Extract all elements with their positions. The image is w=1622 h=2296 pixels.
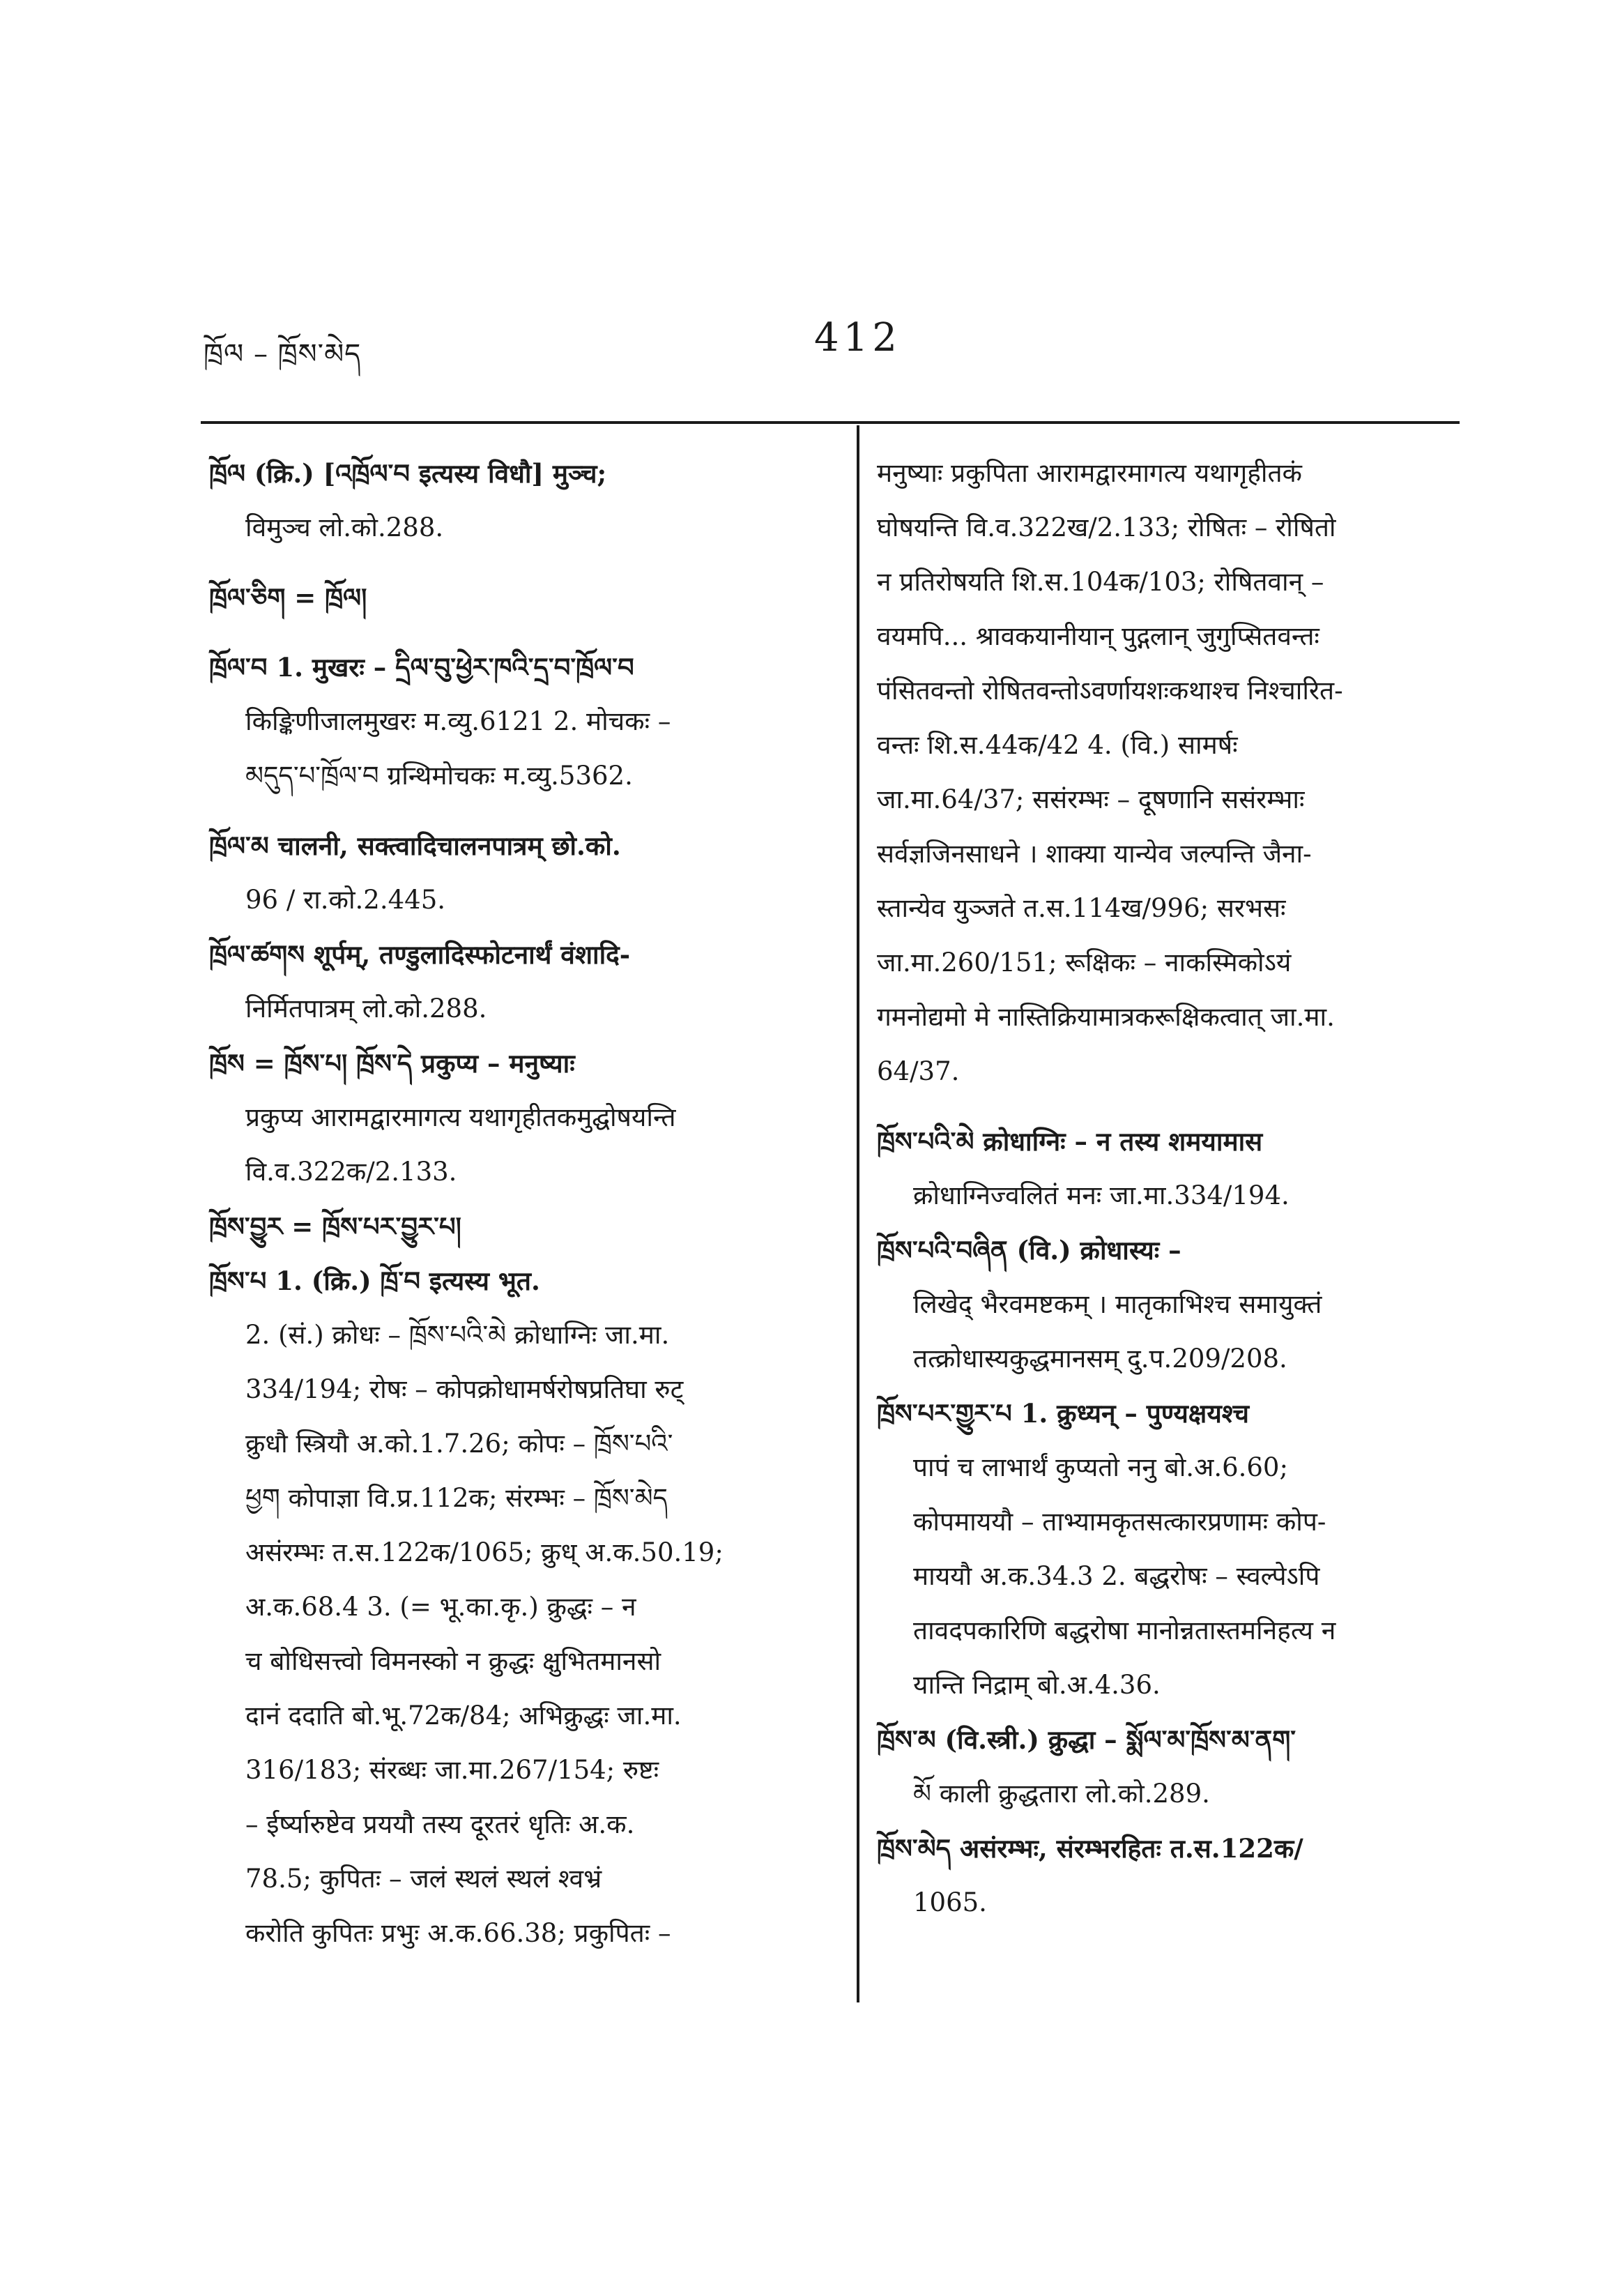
entry-line: ཁྲོས་བྱུར = ཁྲོས་པར་བྱུར་པ། [209,1211,461,1242]
entry-line: ཁྲོལ (क्रि.) [འཁྲོལ་བ इत्यस्य विधौ] मुञ्च; [209,458,607,489]
entry-line: ཁྲོས་མེད असंरम्भः, संरम्भरहितः त.स.122क/ [877,1833,1303,1864]
page-number: 412 [814,315,901,360]
entry-line: ཁྲོས་པར་གྱུར་པ 1. क्रुध्यन् – पुण्यक्षयश्च [877,1398,1250,1429]
left-column [209,446,836,1961]
entry-line: वयमपि... श्रावकयानीयान् पुद्गलान् जुगुप्सितवन्तः [877,621,1319,651]
entry-line: ཁྲོལ་བ 1. मुखरः – དྲིལ་བུ་ཕྱེར་ཁའི་དྲ་བ་ཁྲོལ་བ [209,652,634,683]
entry-line: क्रुधौ स्त्रियौ अ.को.1.7.26; कोपः – ཁྲོས་པའི་ [245,1429,673,1459]
entry-line: करोति कुपितः प्रभुः अ.क.66.38; प्रकुपितः – [245,1918,671,1948]
entry-line: 64/37. [877,1056,960,1086]
entry-line: ཁྲོལ་མ चालनी, सक्त्वादिचालनपात्रम् छो.को. [209,830,621,861]
entry-line: किङ्किणीजालमुखरः म.व्यु.6121 2. मोचकः – [245,706,671,736]
entry-line: ཁྲོས་པའི་མེ क्रोधाग्निः – न तस्य शमयामास [877,1126,1263,1157]
entry-line: ཁྲོས = ཁྲོས་པ། ཁྲོས་དེ प्रकुप्य – मनुष्याः [209,1048,575,1079]
entry-line: – ईर्ष्यारुष्टेव प्रययौ तस्य दूरतरं धृतिः अ.क. [245,1809,635,1839]
entry-line: च बोधिसत्त्वो विमनस्को न क्रुद्धः क्षुभितमानसो [245,1646,661,1676]
entry-line: ཁྲོལ་ཅིག = ཁྲོལ། [209,582,367,613]
entry-line: མོ काली क्रुद्धतारा लो.को.289. [913,1779,1210,1809]
entry-line: माययौ अ.क.34.3 2. बद्धरोषः – स्वल्पेऽपि [913,1561,1320,1591]
entry-line: पंसितवन्तो रोषितवन्तोऽवर्णायशःकथाश्च निश्चारित- [877,676,1343,706]
entry-line: मनुष्याः प्रकुपिता आरामद्वारमागत्य यथागृहीतकं [877,458,1302,488]
entry-line: 334/194; रोषः – कोपक्रोधामर्षरोषप्रतिघा रुट् [245,1374,684,1404]
entry-line: लिखेद् भैरवमष्टकम् । मातृकाभिश्च समायुक्तं [913,1289,1322,1319]
right-column [877,446,1476,1930]
entry-line: तावदपकारिणि बद्धरोषा मानोन्नतास्तमनिहत्य न [913,1615,1336,1645]
entry-line: निर्मितपात्रम् लो.को.288. [245,994,487,1024]
entry-line: 78.5; कुपितः – जलं स्थलं स्थलं श्वभ्रं [245,1864,602,1894]
entry-line: पापं च लाभार्थं कुप्यतो ननु बो.अ.6.60; [913,1452,1288,1482]
entry-line: दानं ददाति बो.भू.72क/84; अभिक्रुद्धः जा.मा. [245,1701,682,1731]
entry-line: 96 / रा.को.2.445. [245,885,445,915]
entry-line: ཁྲོས་མ (वि.स्त्री.) क्रुद्धा – སྨོལ་མ་ཁྲོས་མ་ནག་ [877,1724,1296,1755]
entry-line: ཁྲོས་པ 1. (क्रि.) ཁྲོ་བ इत्यस्य भूत. [209,1265,540,1296]
entry-line: कोपमाययौ – ताभ्यामकृतसत्कारप्रणामः कोप- [913,1507,1326,1537]
entry-line: सर्वज्ञजिनसाधने । शाक्या यान्येव जल्पन्ति जैना- [877,839,1312,869]
running-header: ཁྲོལ – ཁྲོས་མེད [204,338,362,370]
entry-line: गमनोद्यमो मे नास्तिक्रियामात्रकरूक्षिकत्वात् जा.मा. [877,1002,1335,1032]
entry-line: वन्तः शि.स.44क/42 4. (वि.) सामर्षः [877,730,1238,760]
entry-line: यान्ति निद्राम् बो.अ.4.36. [913,1670,1161,1700]
entry-line: 2. (सं.) क्रोधः – ཁྲོས་པའི་མེ क्रोधाग्निः जा.मा. [245,1320,670,1350]
entry-line: स्तान्येव युञ्जते त.स.114ख/996; सरभसः [877,893,1286,923]
entry-line: जा.मा.260/151; रूक्षिकः – नाकस्मिकोऽयं [877,948,1292,978]
entry-line: घोषयन्ति वि.व.322ख/2.133; रोषितः – रोषितो [877,512,1336,542]
entry-line: 1065. [913,1887,987,1917]
entry-line: མདུད་པ་ཁྲོལ་བ ग्रन्थिमोचकः म.व्यु.5362. [245,761,633,791]
entry-line: वि.व.322क/2.133. [245,1157,457,1187]
entry-line: प्रकुप्य आरामद्वारमागत्य यथागृहीतकमुद्घोषयन्ति [245,1102,676,1132]
entry-line: 316/183; संरब्धः जा.मा.267/154; रुष्टः [245,1755,659,1785]
entry-line: असंरम्भः त.स.122क/1065; क्रुध् अ.क.50.19; [245,1537,724,1567]
entry-line: जा.मा.64/37; ससंरम्भः – दूषणानि ससंरम्भाः [877,784,1305,814]
entry-line: ཕྱག कोपाज्ञा वि.प्र.112क; संरम्भः – ཁྲོས་མེད [245,1483,668,1513]
entry-line: न प्रतिरोषयति शि.स.104क/103; रोषितवान् – [877,567,1324,597]
entry-line: क्रोधाग्निज्वलितं मनः जा.मा.334/194. [913,1180,1290,1210]
entry-line: तत्क्रोधास्यकुद्धमानसम् दु.प.209/208. [913,1344,1287,1374]
entry-line: ཁྲོས་པའི་བཞིན (वि.) क्रोधास्यः – [877,1235,1181,1265]
column-divider [857,425,859,2002]
entry-line: ཁྲོལ་ཚགས शूर्पम्, तण्डुलादिस्फोटनार्थं वंशादि- [209,939,631,970]
entry-line: अ.क.68.4 3. (= भू.का.कृ.) क्रुद्धः – न [245,1592,636,1622]
header-rule [201,421,1460,424]
entry-line: विमुञ्च लो.को.288. [245,512,444,542]
